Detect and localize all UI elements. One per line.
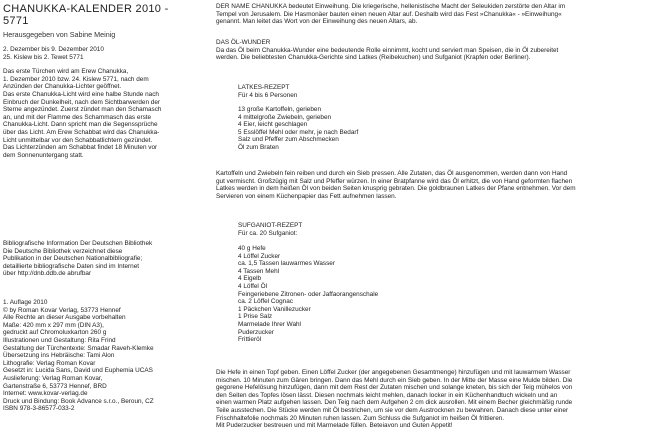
text-line: Frischhaltefolie nochmals 20 Minuten ruhen lassen. Zum Schluss die Sufganiot im heißen Öl frittieren.	[216, 414, 505, 422]
recipe-servings: Für ca. 20 Sufganiot:	[238, 229, 298, 237]
text-line: einen warmen Platz aufgehen lassen. Den Teig nach dem Aufgehen 2 cm dick ausrollen. Mit einem Becher gleichmäßig runde	[216, 399, 573, 407]
text-line: Übersetzung ins Hebräische: Tami Alon	[3, 352, 115, 360]
text-line: an, und mit der Flamme des Schammasch das erste	[3, 113, 152, 121]
ingredient: 4 Eier, leicht geschlagen	[238, 121, 308, 129]
intro-text	[3, 68, 193, 159]
ingredient: 1 Prise Salz	[238, 313, 273, 321]
text-line: Lithografie: Verlag Roman Kovar	[3, 359, 96, 367]
date-range	[3, 46, 193, 61]
name-section	[216, 3, 664, 26]
text-line: Kartoffeln und Zwiebeln fein reiben und durch ein Sieb pressen. Alle Zutaten, das Öl ausgenommen, werden dann von Hand	[216, 170, 568, 177]
text-line: gegorene Hefelösung hinzufügen, dann mit dem Rest der Zutaten mischen und solange kneten, bis sich der Teig mühelos von	[216, 384, 573, 392]
text-line: 1. Auflage 2010	[3, 299, 48, 306]
text-line: Die Hefe in einen Topf geben. Einen Löffel Zucker (der angegebenen Gesamtmenge) hinzufügen und mit lauwarmem Wasser	[216, 369, 571, 376]
ingredient: 13 große Kartoffeln, gerieben	[238, 106, 322, 113]
text-line: den Seiten des Topfes lösen lässt. Diesen nochmals leicht mehlen, danach locker in ein Küchenhandtuch wickeln und an	[216, 391, 558, 399]
text-line: über http://dnb.ddb.de abrufbar	[3, 270, 92, 278]
recipe-title: LATKES-REZEPT	[238, 84, 290, 91]
ingredient: Marmelade Ihrer Wahl	[238, 320, 301, 328]
text-line: Auslieferung: Verlag Roman Kovar,	[3, 374, 103, 382]
ingredient: Feingeriebene Zitronen- oder Jaffaorangenschale	[238, 290, 379, 298]
text-line: detaillierte bibliografische Daten sind im Internet	[3, 262, 140, 270]
text-line: Illustrationen und Gestaltung: Rita Frind	[3, 336, 116, 344]
text-line: Bibliografische Information Der Deutschen Bibliothek	[3, 240, 153, 247]
text-line: Maße: 420 mm x 297 mm (DIN A3),	[3, 321, 104, 329]
date-line: 25. Kislew bis 2. Tewet 5771	[3, 53, 84, 61]
ingredient: 40 g Hefe	[238, 245, 266, 252]
ingredient: 4 Löffel Zucker	[238, 252, 281, 260]
text-line: über das Licht. Am Erew Schabbat wird das Chanukka-	[3, 128, 160, 136]
text-line: Servieren von einem Küchenpapier das Fett aufnehmen lassen.	[216, 192, 397, 200]
text-line: Da das Öl beim Chanukka-Wunder eine bedeutende Rolle einnimmt, kocht und serviert man Speisen, die in Öl zubereitet	[216, 46, 559, 54]
text-line: Das Lichterzünden am Schabbat findet 18 Minuten vor	[3, 144, 158, 152]
text-line: Druck und Bindung: Book Advance s.r.o., Beroun, CZ	[3, 397, 154, 405]
ingredient: Puderzucker	[238, 328, 274, 336]
text-line: Alle Rechte an dieser Ausgabe vorbehalten	[3, 314, 126, 322]
text-line: gut vermischt. Großzügig mit Salz und Pfeffer würzen. In einer Bratpfanne wird das Öl erhitzt, die von Hand geformten flachen	[216, 177, 573, 185]
text-line: werden. Die beliebtesten Chanukka-Gerichte sind Latkes (Reibekuchen) und Sufganiot (Krapfen oder Berliner).	[216, 54, 531, 62]
sufganiot-instructions	[216, 369, 664, 430]
text-line: Latkes werden in dem heißen Öl von beiden Seiten knusprig gebraten. Die goldbraunen Latkes der Pfane entnehmen. Vor dem	[216, 185, 576, 193]
ingredient: 4 Tassen Mehl	[238, 267, 280, 275]
ingredient: 4 Eigelb	[238, 275, 262, 283]
sufganiot-recipe-head	[238, 222, 538, 237]
section-heading: DAS ÖL-WUNDER	[216, 39, 271, 46]
text-line: Mit Puderzucker bestreuen und mit Marmelade füllen. Beteiavon und Guten Appetit!	[216, 422, 453, 430]
text-line: 1. Dezember 2010 bzw. 24. Kislew 5771, nach dem	[3, 75, 149, 83]
recipe-servings: Für 4 bis 6 Personen	[238, 91, 298, 99]
text-line: Das erste Chanukka-Licht wird eine halbe Stunde nach	[3, 90, 159, 98]
text-line: mischen. 10 Minuten zum Gären bringen. Dann das Mehl durch ein Sieb geben. In der Mitte der Masse eine Mulde bilden. Die	[216, 376, 573, 384]
date-line: 2. Dezember bis 9. Dezember 2010	[3, 46, 104, 53]
ingredient: 4 mittelgroße Zwiebeln, gerieben	[238, 113, 332, 121]
text-line: Das erste Türchen wird am Erew Chanukka,	[3, 68, 129, 76]
text-line: Die Deutsche Bibliothek verzeichnet diese	[3, 247, 123, 255]
page-title: CHANUKKA-KALENDER 2010 - 5771	[3, 3, 169, 27]
ingredient: Salz und Pfeffer zum Abschmecken	[238, 136, 339, 144]
ingredient: Frittieröl	[238, 336, 262, 344]
latkes-ingredients	[238, 106, 538, 152]
oil-miracle-section	[216, 39, 664, 62]
editor-line: Herausgegeben von Sabine Meinig	[3, 30, 116, 39]
ingredient: Öl zum Braten	[238, 143, 279, 151]
text-line: Teile ausstechen. Die Stücke werden mit Öl bestrichen, um sie vor dem Austrocknen zu bewahren. Danach diese unter einer	[216, 406, 569, 414]
recipe-title: SUFGANIOT-REZEPT	[238, 222, 303, 229]
text-line: Licht unmittelbar vor den Schabbatlichtern gezündet.	[3, 136, 153, 144]
text-line: Gestaltung der Türchentexte: Smadar Raveh-Klemke	[3, 344, 154, 352]
left-column	[3, 0, 193, 159]
imprint	[3, 299, 193, 413]
text-line: Gartenstraße 6, 53773 Hennef, BRD	[3, 382, 107, 390]
text-line: Publikation in der Deutschen Nationalbibliografie;	[3, 255, 143, 263]
text-line: DER NAME CHANUKKA bedeutet Einweihung. Die kriegerische, hellenistische Macht der Seleukiden zerstörte den Altar im	[216, 3, 566, 10]
latkes-recipe-head	[238, 84, 538, 99]
ingredient: 5 Esslöffel Mehl oder mehr, je nach Bedarf	[238, 128, 359, 136]
text-line: Sterne angezündet. Zuerst zündet man den Schamasch	[3, 106, 162, 114]
text-line: Tempel von Jerusalem. Die Hasmonäer bauten einen neuen Altar auf. Deshalb wird das Fest »Chanukka« - »Einweihung«	[216, 10, 562, 18]
text-line: Einbruch der Dunkelheit, nach dem Sichtbarwerden der	[3, 98, 161, 106]
text-line: Chanukka-Licht. Dann spricht man die Segenssprüche	[3, 121, 158, 129]
text-line: © by Roman Kovar Verlag, 53773 Hennef	[3, 306, 121, 314]
sufganiot-ingredients	[238, 245, 538, 344]
ingredient: ca. 1,5 Tassen lauwarmes Wasser	[238, 260, 335, 268]
ingredient: ca. 2 Löffel Cognac	[238, 298, 293, 306]
text-line: Anzünden der Chanukka-Lichter geöffnet.	[3, 83, 122, 91]
latkes-instructions	[216, 170, 664, 200]
text-line: ISBN 978-3-86577-033-2	[3, 405, 75, 413]
text-line: Internet: www.kovar-verlag.de	[3, 390, 88, 398]
text-line: gedruckt auf Chromoluxkarton 260 g	[3, 329, 107, 337]
text-line: Gesetzt in: Lucida Sans, David und Euphemia UCAS	[3, 367, 153, 375]
biblio-info	[3, 240, 193, 278]
text-line: dem Sonnenuntergang statt.	[3, 151, 84, 159]
ingredient: 4 Löffel Öl	[238, 282, 268, 290]
text-line: genannt. Man leitet das Wort von der Einweihung des neuen Altars, ab.	[216, 18, 418, 26]
ingredient: 1 Päckchen Vanillezucker	[238, 305, 311, 313]
